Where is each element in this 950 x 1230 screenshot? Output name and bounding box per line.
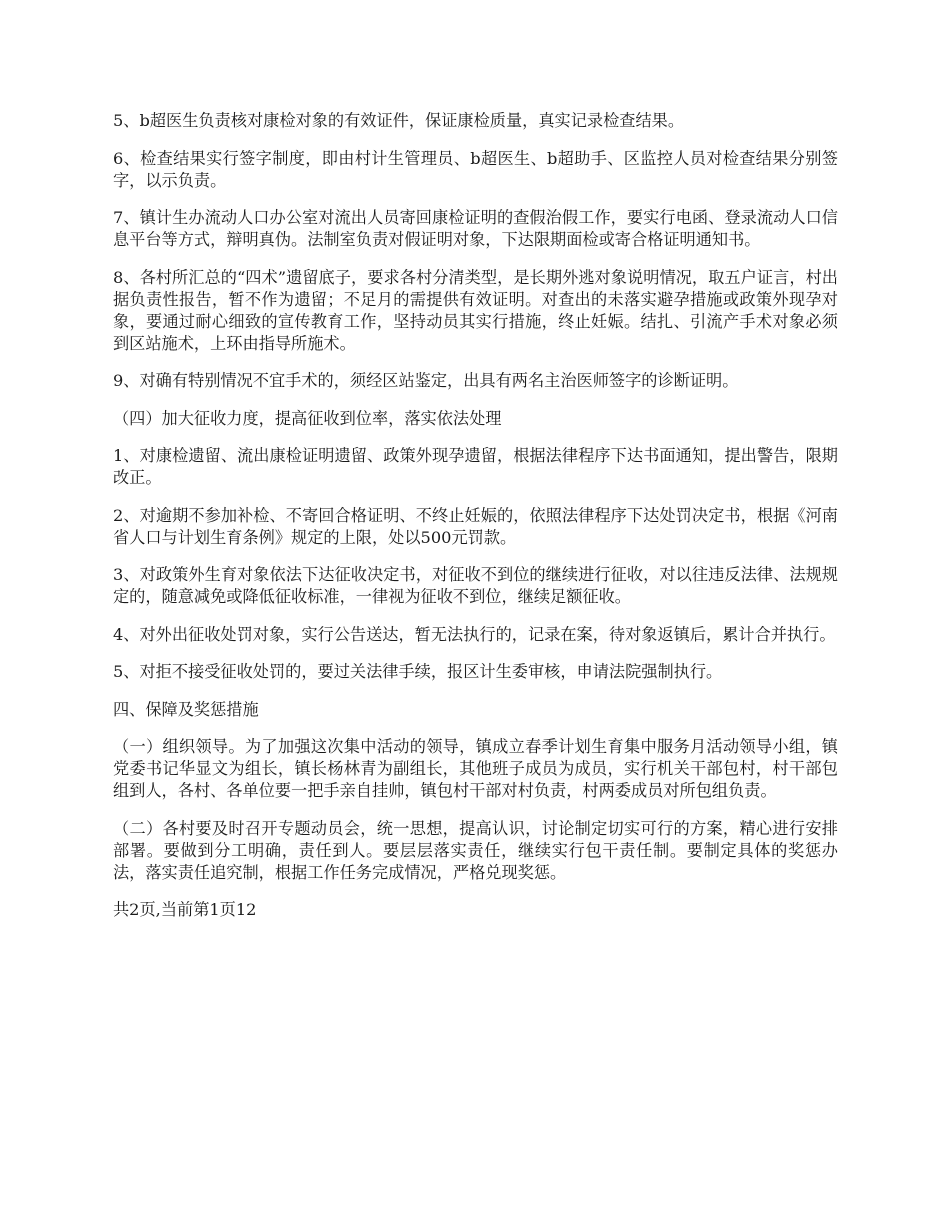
paragraph-item-8-backlog: 8、各村所汇总的“四术”遗留底子，要求各村分清类型，是长期外逃对象说明情况，取五户证言，村出据负责性报告，暂不作为遗留；不足月的需提供有效证明。对查出的未落实避孕措施或政策外现孕对象，要通过耐心细致的宣传教育工作，坚持动员其实行措施，终止妊娠。结扎、引流产手术对象必须到区站施术，上环由指导所施术。 [113, 267, 838, 353]
paragraph-item-7-migrant: 7、镇计生办流动人口办公室对流出人员寄回康检证明的查假治假工作，要实行电函、登录流动人口信息平台等方式，辩明真伪。法制室负责对假证明对象，下达限期面检或寄合格证明通知书。 [113, 208, 838, 249]
document-page [113, 110, 838, 921]
paragraph-item-9-exemption: 9、对确有特别情况不宜手术的，须经区站鉴定，出具有两名主治医师签字的诊断证明。 [113, 371, 739, 390]
paragraph-organization-leadership: （一）组织领导。为了加强这次集中活动的领导，镇成立春季计划生育集中服务月活动领导小组，镇党委书记华显文为组长，镇长杨林青为副组长，其他班子成员为成员，实行机关干部包村，村干部包组到人，各村、各单位要一把手亲自挂帅，镇包村干部对村负责，村两委成员对所包组负责。 [113, 737, 838, 800]
page-footer-pagination: 共2页,当前第1页12 [113, 900, 257, 919]
paragraph-item-1-notice: 1、对康检遗留、流出康检证明遗留、政策外现孕遗留，根据法律程序下达书面通知，提出警告，限期改正。 [113, 446, 838, 487]
paragraph-item-2-penalty: 2、对逾期不参加补检、不寄回合格证明、不终止妊娠的，依照法律程序下达处罚决定书，根据《河南省人口与计划生育条例》规定的上限，处以500元罚款。 [113, 505, 838, 547]
paragraph-mobilization-meeting: （二）各村要及时召开专题动员会，统一思想，提高认识，讨论制定切实可行的方案，精心进行安排部署。要做到分工明确，责任到人。要层层落实责任，继续实行包干责任制。要制定具体的奖惩办法，落实责任追究制，根据工作任务完成情况，严格兑现奖惩。 [113, 818, 838, 882]
section-heading-safeguards: 四、保障及奖惩措施 [113, 699, 259, 719]
paragraph-item-4-announcement: 4、对外出征收处罚对象，实行公告送达，暂无法执行的，记录在案，待对象返镇后，累计合并执行。 [113, 624, 836, 644]
paragraph-item-5-verify: 5、b超医生负责核对康检对象的有效证件，保证康检质量，真实记录检查结果。 [113, 111, 685, 130]
paragraph-item-3-levy: 3、对政策外生育对象依法下达征收决定书，对征收不到位的继续进行征收，对以往违反法律、法规规定的，随意减免或降低征收标准，一律视为征收不到位，继续足额征收。 [113, 565, 838, 606]
section-heading-collection: （四）加大征收力度，提高征收到位率，落实依法处理 [113, 408, 502, 428]
paragraph-item-6-signature: 6、检查结果实行签字制度，即由村计生管理员、b超医生、b超助手、区监控人员对检查结果分别签字，以示负责。 [113, 148, 838, 190]
paragraph-item-5-enforcement: 5、对拒不接受征收处罚的，要过关法律手续，报区计生委审核，申请法院强制执行。 [113, 662, 723, 681]
